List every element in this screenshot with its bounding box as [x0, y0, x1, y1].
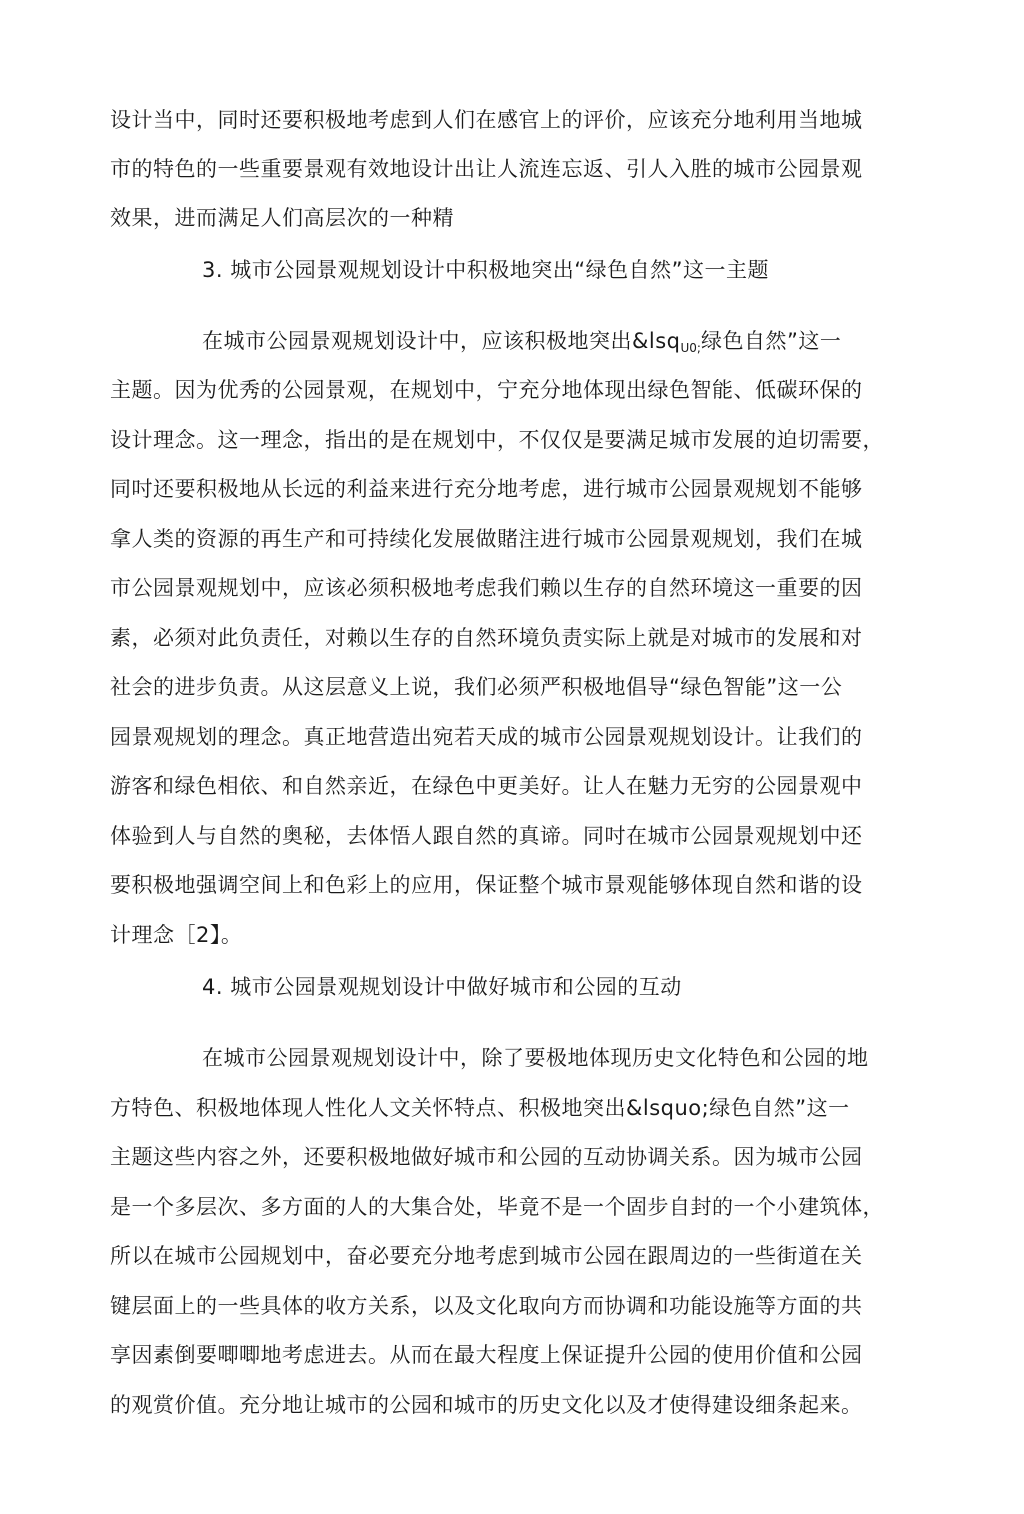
section-3-line: 市公园景观规划中，应该必须积极地考虑我们赖以生存的自然环境这一重要的因 — [110, 576, 863, 600]
section-3-line: 要积极地强调空间上和色彩上的应用，保证整个城市景观能够体现自然和谐的设 — [110, 873, 863, 897]
section-4-line: 方特色、积极地体现人性化人文关怀特点、积极地突出&lsquo;绿色自然”这一 — [110, 1096, 850, 1120]
section-3-first-line — [202, 327, 841, 362]
section-3-first-line-subscript: U0; — [680, 341, 701, 355]
section-4-line: 享因素倒要唧唧地考虑进去。从而在最大程度上保证提升公园的使用价值和公园 — [110, 1343, 863, 1367]
section-3-line: 主题。因为优秀的公园景观，在规划中，宁充分地体现出绿色智能、低碳环保的 — [110, 378, 863, 402]
section-3-line: 同吋还要积极地从长远的利益来进行充分地考虑，进行城市公园景观规划不能够 — [110, 477, 863, 501]
section-3-line: 设计理念。这一理念，指出的是在规划中，不仅仅是要满足城市发展的迫切需要， — [110, 428, 884, 452]
intro-line-2: 市的特色的一些重要景观有效地设计出让人流连忘返、引人入胜的城市公园景观 — [110, 157, 863, 181]
section-3-line: 拿人类的资源的再生产和可持续化发展做賭注进行城市公园景观规划，我们在城 — [110, 527, 863, 551]
intro-line-1: 设计当中，同时还要积极地考虑到人们在感官上的评价，应该充分地利用当地城 — [110, 108, 863, 132]
section-3-line: 游客和绿色相依、和自然亲近，在绿色中更美好。让人在魅力无穷的公园景观中 — [110, 774, 863, 798]
section-4-line: 所以在城市公园规划中，奋必要充分地考虑到城市公园在跟周边的一些街道在关 — [110, 1244, 863, 1268]
section-4-line: 的观赏价值。充分地让城市的公园和城市的历史文化以及才使得建设细条起来。 — [110, 1393, 863, 1417]
section-3-line: 素，必须对此负责任，对赖以生存的自然环境负责实际上就是对城市的发展和对 — [110, 626, 863, 650]
section-4-first-line: 在城市公园景观规划设计中，除了要极地体现历史文化特色和公园的地 — [202, 1046, 869, 1070]
section-3-heading: 3. 城市公园景观规划设计中积极地突出“绿色自然”这一主题 — [202, 258, 769, 282]
section-3-line: 园景观规划的理念。真正地营造出宛若天成的城市公园景观规划设计。让我们的 — [110, 725, 863, 749]
intro-line-3: 效果，进而满足人们高层次的一种精 — [110, 206, 454, 230]
section-4-line: 是一个多层次、多方面的人的大集合处，毕竟不是一个固步自封的一个小建筑体， — [110, 1195, 884, 1219]
section-4-heading: 4. 城市公园景观规划设计中做好城市和公园的互动 — [202, 975, 682, 999]
section-4-line: 键层面上的一些具体的收方关系，以及文化取向方而协调和功能设施等方面的共 — [110, 1294, 863, 1318]
section-3-line: 社会的进步负责。从这层意义上说，我们必须严积极地倡导“绿色智能”这一公 — [110, 675, 843, 699]
section-3-line: 计理念［2】。 — [110, 923, 243, 947]
section-3-first-line-text: 在城市公园景观规划设计中，应该积极地突出&lsq — [202, 329, 681, 353]
section-3-line: 体验到人与自然的奥秘，去体悟人跟自然的真谛。同吋在城市公园景观规划中还 — [110, 824, 863, 848]
section-4-line: 主题这些内容之外，还要积极地做好城市和公园的互动协调关系。因为城市公园 — [110, 1145, 863, 1169]
section-3-first-line-text-end: 绿色自然”这一 — [700, 329, 842, 353]
